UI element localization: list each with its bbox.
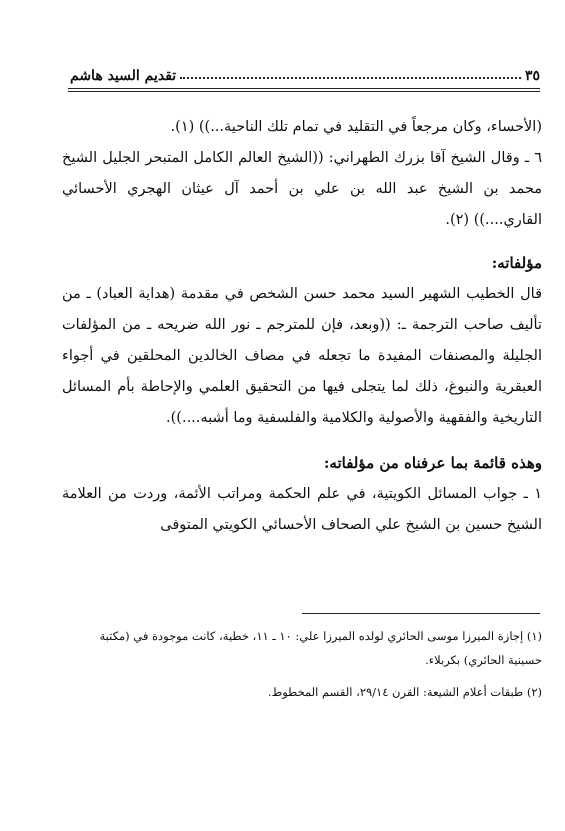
header-title: تقديم السيد هاشم <box>70 68 177 84</box>
footnote-rule <box>302 613 540 614</box>
section-heading-works: مؤلفاته: <box>491 254 542 272</box>
paragraph-3: قال الخطيب الشهير السيد محمد حسن الشخص في مقدمة (هداية العباد) ـ من تأليف صاحب الترجمة ـ: ((وبعد، فإن للمترجم ـ نور الله ضريحه ـ من المؤلفات الجليلة والمصنفات المفيدة ما تجعله في مصاف الخالدين المحلقين في أجواء العبقرية والنبوغ، ذلك لما يتجلى فيها من التحقيق العلمي والإحاطة بأم المسائل التاريخية والفقهية والأصولية والكلامية والفلسفية وما أشبه....)). <box>62 286 542 426</box>
section-heading-list: وهذه قائمة بما عرفناه من مؤلفاته: <box>323 454 542 472</box>
paragraph-1: (الأحساء، وكان مرجعاً في التقليد في تمام تلك الناحية...)) (١). <box>170 119 542 135</box>
header-rule <box>68 88 540 92</box>
footnote-1: (١) إجازة الميرزا موسى الحائري لولده الميرزا علي: ١٠ ـ ١١، خطية، كانت موجودة في (مكتبة حسينية الحائري) بكربلاء. <box>99 629 542 667</box>
page-number: ٣٥ <box>524 68 540 84</box>
paragraph-2: ٦ ـ وقال الشيخ آقا بزرك الطهراني: ((الشيخ العالم الكامل المتبحر الجليل الشيخ محمد بن الشيخ عبد الله بن علي بن أحمد آل عيثان الهجري الأحسائي القاري....)) (٢). <box>62 150 542 228</box>
header-dot-leader <box>180 76 521 79</box>
footnotes <box>62 624 542 704</box>
body-text <box>62 112 542 541</box>
footnote-2: (٢) طبقات أعلام الشيعة: القرن ٢٩/١٤، القسم المخطوط. <box>267 685 542 699</box>
running-header <box>70 60 540 84</box>
paragraph-4: ١ ـ جواب المسائل الكويتية، في علم الحكمة ومراتب الأئمة، وردت من العلامة الشيخ حسين بن الشيخ علي الصحاف الأحسائي الكويتي المتوفى <box>62 486 542 533</box>
